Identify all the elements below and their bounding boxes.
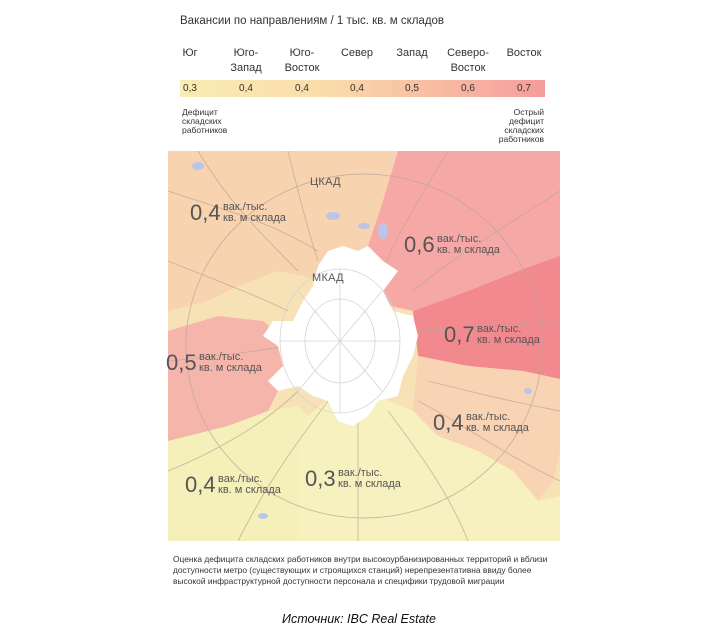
scale-value: 0,4: [350, 83, 364, 94]
region-value: 0,7: [444, 322, 475, 347]
region-value: 0,5: [166, 350, 197, 375]
direction-label-line: Северо-: [447, 47, 489, 59]
region-value: 0,3: [305, 466, 336, 491]
direction-label-line: Восток: [284, 62, 320, 74]
scale-value: 0,4: [239, 83, 253, 94]
unit-line: вак./тыс.: [437, 233, 482, 245]
unit-line: кв. м склада: [466, 422, 529, 434]
region-value: 0,4: [185, 472, 216, 497]
unit-line: вак./тыс.: [199, 351, 244, 363]
direction-label-east: [494, 46, 554, 61]
source-caption: Источник: IBC Real Estate: [282, 612, 436, 626]
direction-label-line: Запад: [396, 47, 428, 59]
region-label-east: [444, 322, 540, 348]
direction-label-line: Восток: [450, 62, 486, 74]
unit-line: кв. м склада: [477, 334, 540, 346]
scale-note-line: работников: [498, 134, 544, 144]
unit-line: кв. м склада: [437, 244, 500, 256]
scale-value: 0,6: [461, 83, 475, 94]
footnote: Оценка дефицита складских работников внутри высокоурбанизированных территорий и вблизи доступности метро (существующих и строящихся станций) нерепрезентативна ввиду более высокой инфраструктурной доступности персонала и специфики трудовой миграции: [173, 554, 548, 586]
unit-line: кв. м склада: [199, 362, 262, 374]
region-unit: [437, 234, 500, 256]
direction-label-southeast: [272, 46, 332, 76]
scale-note-line: складских: [182, 116, 222, 126]
unit-line: вак./тыс.: [218, 473, 263, 485]
region-label-north: [190, 200, 286, 226]
mkad-label: МКАД: [312, 272, 344, 284]
region-label-west: [166, 350, 262, 376]
region-label-southwest: [185, 472, 281, 498]
direction-label-southwest: [216, 46, 276, 76]
scale-note-low: [182, 108, 227, 135]
direction-label-line: Юго-: [233, 47, 259, 59]
unit-line: вак./тыс.: [477, 323, 522, 335]
chart-title: Вакансии по направлениям / 1 тыс. кв. м складов: [180, 15, 445, 27]
scale-note-high: [470, 108, 544, 144]
region-value: 0,4: [190, 200, 221, 225]
scale-note-line: дефицит: [509, 116, 544, 126]
direction-label-northeast: [438, 46, 498, 76]
direction-label-line: Юго-: [289, 47, 315, 59]
unit-line: вак./тыс.: [466, 411, 511, 423]
region-unit: [338, 468, 401, 490]
unit-line: кв. м склада: [338, 478, 401, 490]
direction-label-line: Север: [340, 47, 374, 59]
direction-label-north: [327, 46, 387, 61]
region-unit: [218, 474, 281, 496]
direction-label-west: [382, 46, 442, 61]
scale-value: 0,5: [405, 83, 419, 94]
scale-value: 0,7: [517, 83, 531, 94]
region-value: 0,4: [433, 410, 464, 435]
direction-label-south: [160, 46, 220, 61]
scale-note-line: складских: [504, 125, 544, 135]
region-label-south: [305, 466, 401, 492]
unit-line: кв. м склада: [218, 484, 281, 496]
unit-line: вак./тыс.: [223, 201, 268, 213]
scale-note-line: Дефицит: [182, 107, 218, 117]
region-value: 0,6: [404, 232, 435, 257]
direction-label-line: Запад: [230, 62, 262, 74]
direction-label-line: Юг: [182, 47, 198, 59]
region-unit: [477, 324, 540, 346]
scale-note-line: работников: [182, 125, 228, 135]
region-label-southeast: [433, 410, 529, 436]
scale-note-line: Острый: [513, 107, 544, 117]
scale-value: 0,4: [295, 83, 309, 94]
region-unit: [223, 202, 286, 224]
unit-line: кв. м склада: [223, 212, 286, 224]
region-label-northeast: [404, 232, 500, 258]
region-unit: [466, 412, 529, 434]
scale-value: 0,3: [183, 83, 197, 94]
unit-line: вак./тыс.: [338, 467, 383, 479]
region-unit: [199, 352, 262, 374]
tskad-label: ЦКАД: [310, 176, 341, 188]
direction-label-line: Восток: [506, 47, 542, 59]
